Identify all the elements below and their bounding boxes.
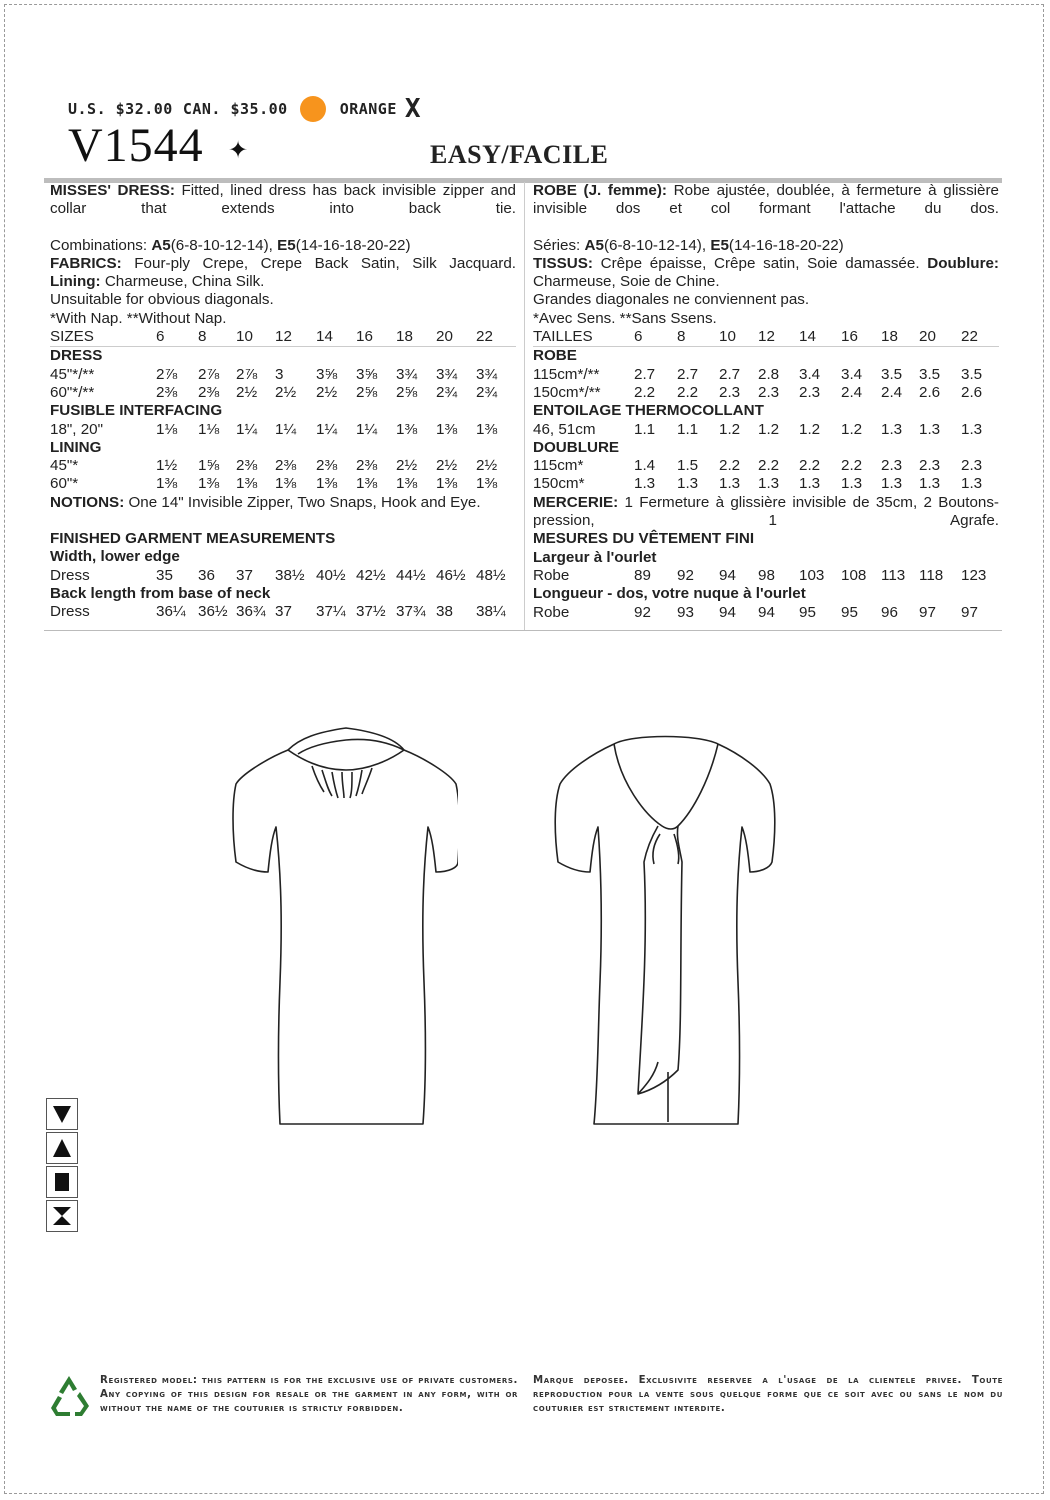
table-cell: 1.3 [719,475,741,493]
table-cell: 2.2 [841,457,863,475]
square-icon [46,1166,78,1198]
table-cell: 2⅝ [356,383,378,401]
table-cell: 2⅜ [356,457,378,475]
dress-section-label: DRESS [50,347,103,365]
table-cell: 98 [758,566,775,584]
table-cell: 2.3 [881,457,903,475]
combination-a: A5 [151,236,171,254]
description-text: Robe ajustée, doublée, à fermeture à glissière invisible dos et col formant l'attache du dos. [533,182,999,218]
lining-section-label: DOUBLURE [533,438,620,456]
table-row [50,421,516,439]
table-cell: 1⅛ [156,420,178,438]
row-label: 45"*/** [50,365,95,383]
table-cell: 14 [316,328,333,346]
table-cell: 1⅜ [436,475,458,493]
row-label: Robe [533,603,570,621]
width-label: Width, lower edge [50,548,180,566]
table-cell: 2.3 [758,383,780,401]
table-cell: 1.2 [719,420,741,438]
notions-text: 1 Fermeture à glissière invisible de 35cm, 2 Boutons-pression, 1 Agrafe. [533,493,999,530]
table-cell: 2⅝ [396,383,418,401]
english-column [50,182,516,622]
table-cell: 38½ [275,566,305,584]
table-cell: 108 [841,566,867,584]
table-row [50,457,516,475]
table-cell: 44½ [396,566,426,584]
table-cell: 1.1 [634,420,656,438]
table-cell: 2.3 [799,383,821,401]
table-row [50,366,516,384]
table-cell: 1⅛ [198,420,220,438]
table-cell: 1.3 [919,475,941,493]
table-cell: 10 [719,328,736,346]
table-cell: 2½ [436,457,458,475]
size-mark: X [404,94,422,124]
row-label: Robe [533,566,570,584]
table-cell: 96 [881,603,898,621]
table-cell: 1¼ [356,420,378,438]
table-cell: 2½ [476,457,498,475]
combinations [50,237,516,255]
table-cell: 2⅜ [316,457,338,475]
table-cell: 2.2 [677,383,699,401]
table-cell: 14 [799,328,816,346]
table-cell: 1⅜ [396,420,418,438]
notions-label: NOTIONS: [50,493,125,511]
finished-measurements-label: MESURES DU VÊTEMENT FINI [533,530,755,548]
table-cell: 2¾ [436,383,458,401]
table-cell: 2.7 [634,365,656,383]
star-icon: ✦ [228,137,249,164]
combination-e-sizes: (14-16-18-20-22) [295,236,411,254]
table-cell: 1.3 [799,475,821,493]
table-cell: 1⅜ [476,420,498,438]
table-bottom-rule [44,630,1002,631]
table-cell: 2.7 [677,365,699,383]
table-row [50,603,516,621]
table-cell: 42½ [356,566,386,584]
table-cell: 97 [919,603,936,621]
table-cell: 22 [476,328,493,346]
table-cell: 2.2 [758,457,780,475]
nap-note: *With Nap. **Without Nap. [50,309,227,327]
description-text: Fitted, lined dress has back invisible zipper and collar that extends into back tie. [50,182,516,218]
unsuitable-note: Grandes diagonales ne conviennent pas. [533,291,810,309]
sizes-row [50,328,516,347]
unsuitable-note: Unsuitable for obvious diagonals. [50,291,274,309]
table-cell: 1.3 [634,475,656,493]
table-cell: 3.4 [799,365,821,383]
table-cell: 16 [356,328,373,346]
notions [533,494,999,531]
row-label: 46, 51cm [533,420,596,438]
fabrics-label: TISSUS: [533,254,593,272]
table-cell: 123 [961,566,987,584]
table-cell: 3⅝ [316,365,338,383]
table-cell: 1.3 [758,475,780,493]
nap-note: *Avec Sens. **Sans Ssens. [533,309,717,327]
dress-back-view-illustration [548,722,788,1130]
table-cell: 2.2 [799,457,821,475]
column-divider [524,182,525,630]
table-cell: 95 [841,603,858,621]
pattern-number: V1544 [68,119,204,172]
table-cell: 94 [758,603,775,621]
table-cell: 1⅜ [316,475,338,493]
table-row [533,604,999,622]
table-cell: 89 [634,566,651,584]
combinations [533,237,999,255]
table-cell: 40½ [316,566,346,584]
table-cell: 1⅝ [198,457,220,475]
table-cell: 38¼ [476,603,506,621]
row-label: 45"* [50,457,79,475]
table-row [50,475,516,493]
table-cell: 36¼ [156,603,186,621]
table-cell: 2⅞ [236,365,258,383]
table-cell: 92 [677,566,694,584]
table-cell: 2½ [275,383,297,401]
table-cell: 2.2 [634,383,656,401]
price-can: CAN. $35.00 [182,100,288,118]
table-cell: 94 [719,603,736,621]
fabrics [50,255,516,273]
table-cell: 12 [275,328,292,346]
table-cell: 93 [677,603,694,621]
table-cell: 3.5 [881,365,903,383]
notions-label: MERCERIE: [533,493,619,511]
row-label: 60"* [50,475,79,493]
table-cell: 36 [198,566,215,584]
combination-a-sizes: (6-8-10-12-14), [603,236,707,254]
difficulty-label: EASY/FACILE [430,140,609,169]
row-label: Dress [50,603,90,621]
table-cell: 1⅜ [476,475,498,493]
legal-notice-fr: Marque deposee. Exclusivite reservee a l'usage de la clientele privee. Toute reproduction pour la vente sous quelque forme que ce soit avec ou sans le nom du couturier est strictement interdite. [533,1375,1003,1414]
combination-a-sizes: (6-8-10-12-14), [170,236,273,254]
table-cell: 103 [799,566,825,584]
table-cell: 1¼ [275,420,297,438]
row-label: 150cm* [533,475,585,493]
table-cell: 8 [198,328,207,346]
table-cell: 1.3 [919,420,941,438]
triangle-down-icon [46,1098,78,1130]
table-cell: 37½ [356,603,386,621]
table-cell: 18 [396,328,413,346]
table-cell: 37 [236,566,253,584]
table-cell: 1.3 [881,475,903,493]
combination-e: E5 [710,236,729,254]
table-cell: 36¾ [236,603,266,621]
table-cell: 1.3 [841,475,863,493]
lining-text: Charmeuse, China Silk. [104,273,265,291]
combinations-label: Séries: [533,236,581,254]
table-cell: 8 [677,328,686,346]
table-row [50,567,516,585]
table-cell: 1.3 [961,420,983,438]
table-cell: 2.6 [961,383,983,401]
lining-text: Charmeuse, Soie de Chine. [533,273,720,291]
triangle-up-icon [46,1132,78,1164]
table-cell: 48½ [476,566,506,584]
table-cell: 22 [961,328,978,346]
hourglass-icon [46,1200,78,1232]
row-label: SIZES [50,328,94,346]
table-cell: 1⅜ [436,420,458,438]
combination-e: E5 [277,236,296,254]
table-cell: 3.4 [841,365,863,383]
table-cell: 2¾ [476,383,498,401]
interfacing-section-label: FUSIBLE INTERFACING [50,402,223,420]
table-cell: 1½ [156,457,178,475]
table-cell: 95 [799,603,816,621]
table-cell: 2.7 [719,365,741,383]
finished-measurements-label: FINISHED GARMENT MEASUREMENTS [50,530,336,548]
table-cell: 118 [919,566,944,584]
table-cell: 1⅜ [236,475,258,493]
back-length-label: Longueur - dos, votre nuque à l'ourlet [533,585,806,603]
table-cell: 6 [634,328,643,346]
table-cell: 20 [919,328,936,346]
fabrics [533,255,999,273]
row-label: 150cm*/** [533,383,601,401]
row-label: 60"*/** [50,383,95,401]
table-cell: 2⅜ [156,383,178,401]
table-cell: 1.5 [677,457,699,475]
table-cell: 3⅝ [356,365,378,383]
table-row [533,384,999,402]
table-cell: 37 [275,603,292,621]
notions [50,494,516,512]
table-cell: 36½ [198,603,228,621]
description [533,182,999,219]
table-cell: 1⅜ [275,475,297,493]
table-cell: 94 [719,566,736,584]
description [50,182,516,219]
combinations-label: Combinations: [50,236,148,254]
table-cell: 1¼ [316,420,338,438]
color-label: ORANGE [339,100,397,118]
table-cell: 2½ [396,457,418,475]
table-cell: 1⅜ [396,475,418,493]
table-cell: 35 [156,566,173,584]
table-cell: 1.4 [634,457,656,475]
row-label: 18", 20" [50,420,104,438]
table-cell: 2.6 [919,383,941,401]
fabrics-text: Crêpe épaisse, Crêpe satin, Soie damassée. [600,254,920,272]
table-cell: 3¾ [476,365,498,383]
table-cell: 1.3 [677,475,699,493]
fabrics-label: FABRICS: [50,254,122,272]
table-cell: 1.3 [881,420,903,438]
table-cell: 37¾ [396,603,426,621]
table-row [533,421,999,439]
table-cell: 6 [156,328,165,346]
description-title: ROBE (J. femme): [533,182,667,199]
table-cell: 3¾ [396,365,418,383]
lining-fabrics [50,273,516,291]
row-label: TAILLES [533,328,593,346]
table-cell: 2.2 [719,457,741,475]
french-column [533,182,999,622]
table-cell: 16 [841,328,858,346]
table-cell: 2.3 [961,457,983,475]
table-cell: 3 [275,365,284,383]
row-label: 115cm* [533,457,584,475]
table-cell: 1.2 [841,420,863,438]
table-cell: 12 [758,328,775,346]
table-cell: 113 [881,566,906,584]
table-cell: 1.2 [799,420,821,438]
width-label: Largeur à l'ourlet [533,548,657,566]
table-cell: 2.3 [919,457,941,475]
table-cell: 1.1 [677,420,699,438]
sizes-row [533,328,999,347]
legal-notice-en: Registered model: this pattern is for the exclusive use of private customers. Any copying of this design for resale or the garment in any form, with or without the name of the couturier is strictly forbidden. [100,1375,518,1414]
row-label: Dress [50,566,90,584]
combination-e-sizes: (14-16-18-20-22) [728,236,844,254]
table-cell: 2⅜ [198,383,220,401]
table-cell: 3.5 [961,365,983,383]
table-cell: 2½ [316,383,338,401]
table-cell: 18 [881,328,898,346]
table-cell: 2.3 [719,383,741,401]
table-cell: 1⅜ [198,475,220,493]
table-cell: 2.4 [841,383,863,401]
back-length-label: Back length from base of neck [50,584,271,602]
dress-front-view-illustration [228,722,458,1130]
table-cell: 1.2 [758,420,780,438]
table-cell: 37¼ [316,603,346,621]
recycle-icon [46,1374,92,1420]
table-cell: 38 [436,603,453,621]
description-title: MISSES' DRESS: [50,182,175,199]
table-row [533,457,999,475]
table-row [533,475,999,493]
table-row [533,366,999,384]
table-cell: 46½ [436,566,466,584]
table-cell: 2⅞ [156,365,178,383]
table-cell: 1¼ [236,420,258,438]
price-us: U.S. $32.00 [68,100,173,118]
combination-a: A5 [584,236,604,254]
table-cell: 20 [436,328,453,346]
interfacing-section-label: ENTOILAGE THERMOCOLLANT [533,402,764,420]
table-cell: 10 [236,328,253,346]
lining-label: Doublure: [927,254,999,272]
orange-color-dot-icon [300,96,326,122]
row-label: 115cm*/** [533,365,600,383]
table-row [533,567,999,585]
table-cell: 2½ [236,383,258,401]
lining-section-label: LINING [50,438,102,456]
marker-icons [46,1098,78,1234]
table-cell: 2⅜ [236,457,258,475]
table-cell: 2.4 [881,383,903,401]
lining-label: Lining: [50,273,101,291]
table-cell: 92 [634,603,651,621]
table-cell: 2⅜ [275,457,297,475]
dress-section-label: ROBE [533,347,577,365]
table-cell: 2.8 [758,365,780,383]
table-cell: 3¾ [436,365,458,383]
table-row [50,384,516,402]
fabrics-text: Four-ply Crepe, Crepe Back Satin, Silk Jacquard. [134,254,516,272]
table-cell: 2⅞ [198,365,220,383]
table-cell: 1⅜ [356,475,378,493]
notions-text: One 14" Invisible Zipper, Two Snaps, Hook and Eye. [128,493,481,511]
table-cell: 3.5 [919,365,941,383]
table-cell: 1.3 [961,475,983,493]
table-cell: 97 [961,603,978,621]
table-cell: 1⅜ [156,475,178,493]
